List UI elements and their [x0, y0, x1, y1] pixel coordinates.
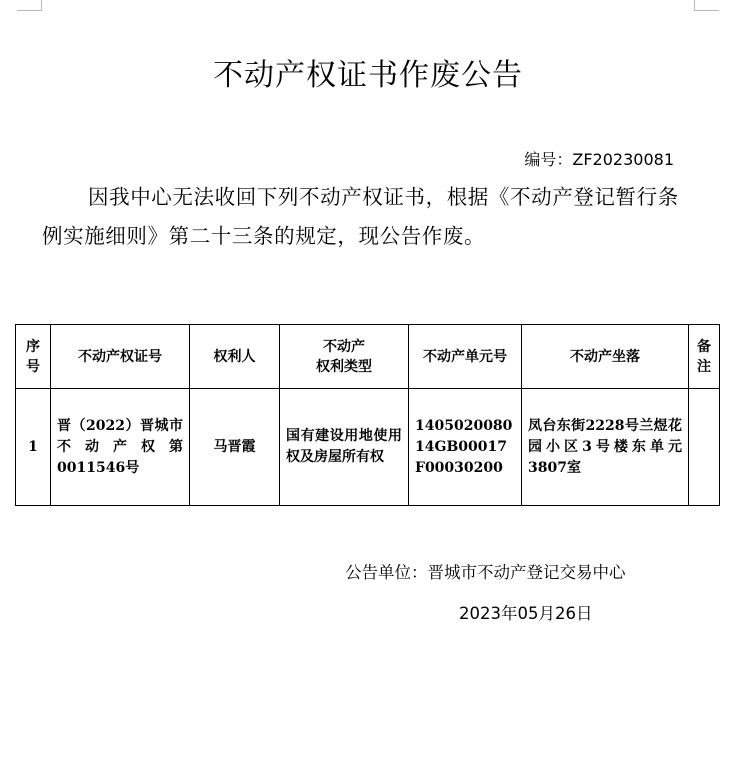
- page-corner-mark-left: [17, 0, 42, 11]
- header-type: 不动产 权利类型: [280, 325, 409, 389]
- cell-cert: 晋（2022）晋城市不动产权第0011546号: [51, 389, 190, 506]
- header-owner: 权利人: [190, 325, 280, 389]
- cell-seq: 1: [16, 389, 51, 506]
- header-location: 不动产坐落: [522, 325, 689, 389]
- cell-unit: 140502008014GB00017F00030200: [409, 389, 522, 506]
- page-corner-mark-right: [694, 0, 719, 11]
- header-cert: 不动产权证号: [51, 325, 190, 389]
- cell-location: 凤台东街2228号兰煜花园小区3号楼东单元3807室: [522, 389, 689, 506]
- cell-type: 国有建设用地使用权及房屋所有权: [280, 389, 409, 506]
- page-title: 不动产权证书作废公告: [213, 58, 523, 93]
- header-remark: 备 注: [689, 325, 720, 389]
- table-row: [16, 389, 720, 506]
- publish-date: 2023年05月26日: [459, 604, 593, 623]
- publisher: 公告单位：晋城市不动产登记交易中心: [345, 563, 626, 582]
- header-unit: 不动产单元号: [409, 325, 522, 389]
- table-header-row: [16, 325, 720, 389]
- serial-number: 编号：ZF20230081: [524, 150, 674, 169]
- header-seq: 序 号: [16, 325, 51, 389]
- cell-remark: [689, 389, 720, 506]
- cell-owner: 马晋霞: [190, 389, 280, 506]
- intro-paragraph: 因我中心无法收回下列不动产权证书，根据《不动产登记暂行条例实施细则》第二十三条的规定，现公告作废。: [42, 185, 679, 248]
- certificate-table: [15, 324, 720, 506]
